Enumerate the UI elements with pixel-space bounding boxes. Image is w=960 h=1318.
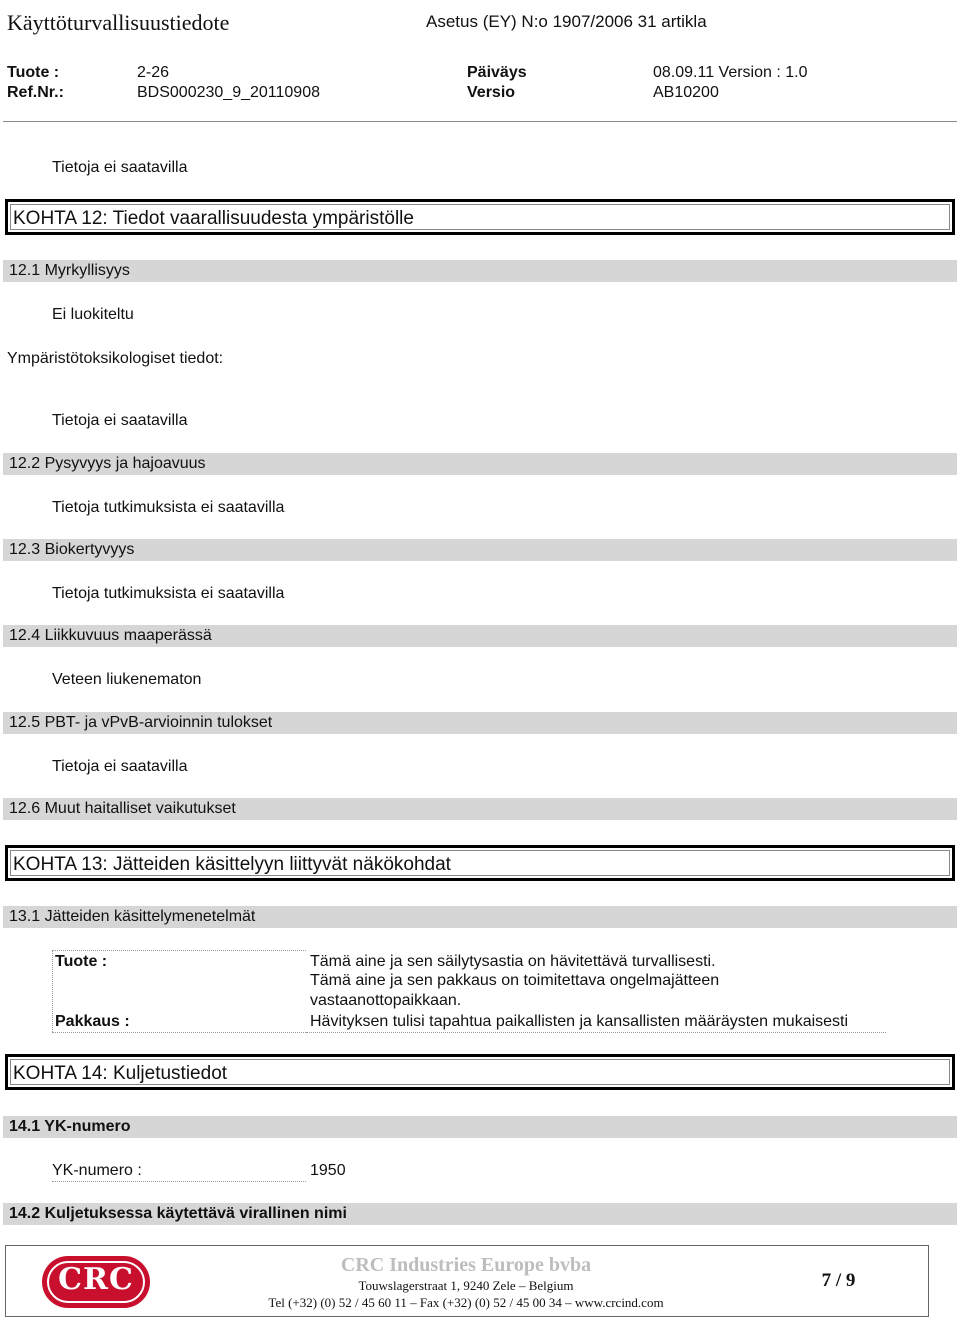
- waste-product-line-1: Tämä aine ja sen säilytysastia on hävitettävä turvallisesti.: [310, 953, 716, 970]
- un-row-divider: [52, 1181, 306, 1182]
- subsection-13-1-title: 13.1 Jätteiden käsittelymenetelmät: [9, 908, 256, 925]
- persistence-text: Tietoja tutkimuksista ei saatavilla: [52, 499, 285, 516]
- section-12-header: [5, 199, 955, 235]
- waste-packaging-label: Pakkaus :: [55, 1013, 130, 1030]
- section-14-header: [5, 1054, 955, 1090]
- company-address: Touwslagerstraat 1, 9240 Zele – Belgium: [358, 1278, 574, 1293]
- company-name: CRC Industries Europe bvba: [340, 1254, 592, 1276]
- section-13-title: KOHTA 13: Jätteiden käsittelyyn liittyvät näkökohdat: [13, 854, 451, 875]
- subsection-12-3: [3, 539, 957, 561]
- eco-label: Ympäristötoksikologiset tiedot:: [7, 350, 224, 367]
- waste-product-label: Tuote :: [55, 953, 108, 970]
- section-12-title: KOHTA 12: Tiedot vaarallisuudesta ympäristölle: [13, 208, 414, 229]
- subsection-14-1: [3, 1116, 957, 1138]
- pbt-text: Tietoja ei saatavilla: [52, 758, 188, 775]
- subsection-12-6-title: 12.6 Muut haitalliset vaikutukset: [9, 800, 236, 817]
- toxicity-text: Ei luokiteltu: [52, 306, 134, 323]
- un-number-value: 1950: [310, 1162, 346, 1179]
- un-number-label: YK-numero :: [52, 1162, 142, 1179]
- date-label: Päiväys: [467, 64, 527, 81]
- table-border-left: [52, 950, 53, 1032]
- bioaccumulation-text: Tietoja tutkimuksista ei saatavilla: [52, 585, 285, 602]
- section-13-header: [5, 845, 955, 881]
- subsection-12-2: [3, 453, 957, 475]
- waste-product-line-2: Tämä aine ja sen pakkaus on toimitettava ongelmajätteen: [310, 972, 720, 989]
- top-text: Tietoja ei saatavilla: [52, 159, 188, 176]
- subsection-12-1-title: 12.1 Myrkyllisyys: [9, 262, 130, 279]
- table-border-bottom-right: [306, 1032, 886, 1033]
- ref-label: Ref.Nr.:: [7, 84, 64, 101]
- table-border-bottom: [52, 1032, 306, 1033]
- eco-text: Tietoja ei saatavilla: [52, 412, 188, 429]
- subsection-12-5: [3, 712, 957, 734]
- table-border-top: [52, 950, 306, 951]
- subsection-13-1: [3, 906, 957, 928]
- version-label: Versio: [467, 84, 516, 101]
- section-14-title: KOHTA 14: Kuljetustiedot: [13, 1063, 228, 1084]
- subsection-12-2-title: 12.2 Pysyvyys ja hajoavuus: [9, 455, 206, 472]
- subsection-12-3-title: 12.3 Biokertyvyys: [9, 541, 135, 558]
- subsection-12-5-title: 12.5 PBT- ja vPvB-arvioinnin tulokset: [9, 714, 273, 731]
- regulation-reference: Asetus (EY) N:o 1907/2006 31 artikla: [426, 12, 707, 31]
- mobility-text: Veteen liukenematon: [52, 671, 202, 688]
- subsection-12-4: [3, 625, 957, 647]
- subsection-14-1-title: 14.1 YK-numero: [9, 1118, 131, 1135]
- product-label: Tuote :: [7, 64, 60, 81]
- company-contact: Tel (+32) (0) 52 / 45 60 11 – Fax (+32) (0) 52 / 45 00 34 – www.crcind.com: [268, 1295, 664, 1310]
- subsection-12-4-title: 12.4 Liikkuvuus maaperässä: [9, 627, 212, 644]
- date-value: 08.09.11 Version : 1.0: [653, 64, 808, 81]
- version-value: AB10200: [653, 84, 719, 101]
- product-value: 2-26: [137, 64, 170, 81]
- subsection-12-6: [3, 798, 957, 820]
- ref-value: BDS000230_9_20110908: [137, 84, 320, 101]
- crc-logo: [42, 1256, 150, 1308]
- crc-logo-text: CRC: [58, 1262, 134, 1297]
- waste-product-line-3: vastaanottopaikkaan.: [310, 992, 462, 1009]
- subsection-12-1: [3, 260, 957, 282]
- document-title: Käyttöturvallisuustiedote: [7, 10, 230, 35]
- page-number: 7 / 9: [821, 1270, 856, 1291]
- header-divider: [3, 121, 957, 122]
- subsection-14-2: [3, 1203, 957, 1225]
- page-footer: [5, 1245, 929, 1317]
- waste-packaging-text: Hävityksen tulisi tapahtua paikallisten ja kansallisten määräysten mukaisesti: [310, 1013, 849, 1030]
- subsection-14-2-title: 14.2 Kuljetuksessa käytettävä virallinen nimi: [9, 1205, 347, 1222]
